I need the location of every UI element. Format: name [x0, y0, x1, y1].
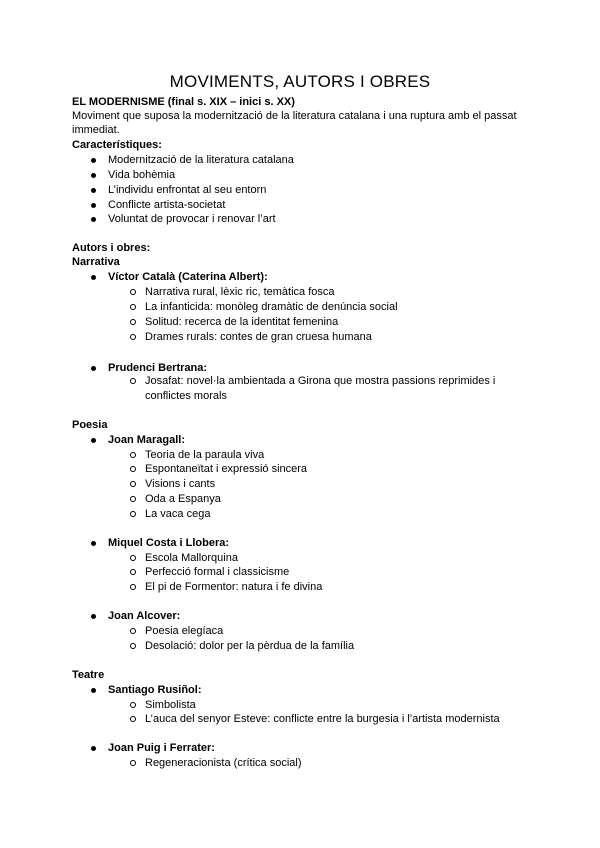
list-item: Escola Mallorquina [145, 552, 238, 564]
list-item: Regeneracionista (crítica social) [145, 757, 302, 769]
bullet-circle-icon [130, 555, 136, 561]
authors-heading: Autors i obres: [72, 242, 151, 254]
teatre-heading: Teatre [72, 669, 105, 681]
list-item: Desolació: dolor per la pèrdua de la família [145, 640, 355, 652]
list-item: Vida bohèmia [108, 169, 176, 181]
bullet-dot-icon [91, 188, 96, 193]
list-item: Solitud: recerca de la identitat femenina [145, 316, 339, 328]
bullet-circle-icon [130, 643, 136, 649]
bullet-dot-icon [91, 438, 96, 443]
document-title: MOVIMENTS, AUTORS I OBRES [169, 72, 431, 91]
bullet-dot-icon [91, 688, 96, 693]
list-item: La infanticida: monòleg dramàtic de denúncia social [145, 301, 398, 313]
author-name: Víctor Català (Caterina Albert): [108, 271, 268, 283]
characteristics-heading: Característiques: [72, 139, 162, 151]
list-item: La vaca cega [145, 508, 211, 520]
author-name: Prudenci Bertrana: [108, 362, 208, 374]
list-item: Drames rurals: contes de gran cruesa humana [145, 331, 372, 343]
bullet-circle-icon [130, 304, 136, 310]
list-item: Josafat: novel·la ambientada a Girona que mostra passions reprimides i [145, 375, 496, 387]
list-item: Conflicte artista-societat [108, 199, 226, 211]
bullet-circle-icon [130, 569, 136, 575]
author-name: Joan Alcover: [108, 610, 181, 622]
author-name: Santiago Rusiñol: [108, 684, 202, 696]
author-name: Joan Maragall: [108, 434, 186, 446]
list-item: Teoria de la paraula viva [145, 449, 265, 461]
list-item-continuation: conflictes morals [145, 390, 227, 402]
bullet-dot-icon [91, 203, 96, 208]
bullet-dot-icon [91, 173, 96, 178]
bullet-circle-icon [130, 319, 136, 325]
narrativa-heading: Narrativa [72, 256, 120, 268]
bullet-circle-icon [130, 702, 136, 708]
author-name: Joan Puig i Ferrater: [108, 742, 215, 754]
list-item: Voluntat de provocar i renovar l’art [108, 213, 276, 225]
list-item: Oda a Espanya [145, 493, 221, 505]
bullet-dot-icon [91, 541, 96, 546]
bullet-circle-icon [130, 452, 136, 458]
intro-text-line-1: Moviment que suposa la modernització de la literatura catalana i una ruptura amb el passat [72, 110, 517, 122]
poesia-heading: Poesia [72, 419, 108, 431]
list-item: Simbolista [145, 699, 196, 711]
list-item: Espontaneïtat i expressió sincera [145, 463, 308, 475]
list-item: L’auca del senyor Esteve: conflicte entre la burgesia i l’artista modernista [145, 713, 500, 725]
bullet-dot-icon [91, 746, 96, 751]
list-item: Poesia elegíaca [145, 625, 224, 637]
bullet-circle-icon [130, 628, 136, 634]
intro-text-line-2: immediat. [72, 124, 120, 136]
bullet-circle-icon [130, 716, 136, 722]
author-name: Miquel Costa i Llobera: [108, 537, 230, 549]
bullet-dot-icon [91, 158, 96, 163]
bullet-circle-icon [130, 334, 136, 340]
bullet-circle-icon [130, 378, 136, 384]
section-title: EL MODERNISME (final s. XIX – inici s. XX) [72, 96, 295, 108]
bullet-circle-icon [130, 584, 136, 590]
list-item: Narrativa rural, lèxic ric, temàtica fosca [145, 286, 335, 298]
list-item: L’individu enfrontat al seu entorn [108, 184, 267, 196]
list-item: El pi de Formentor: natura i fe divina [145, 581, 323, 593]
bullet-dot-icon [91, 366, 96, 371]
bullet-circle-icon [130, 760, 136, 766]
bullet-dot-icon [91, 275, 96, 280]
bullet-circle-icon [130, 466, 136, 472]
bullet-circle-icon [130, 289, 136, 295]
list-item: Visions i cants [145, 478, 216, 490]
list-item: Modernització de la literatura catalana [108, 154, 294, 166]
bullet-circle-icon [130, 496, 136, 502]
bullet-dot-icon [91, 614, 96, 619]
bullet-circle-icon [130, 511, 136, 517]
bullet-dot-icon [91, 217, 96, 222]
list-item: Perfecció formal i classicisme [145, 566, 290, 578]
bullet-circle-icon [130, 481, 136, 487]
